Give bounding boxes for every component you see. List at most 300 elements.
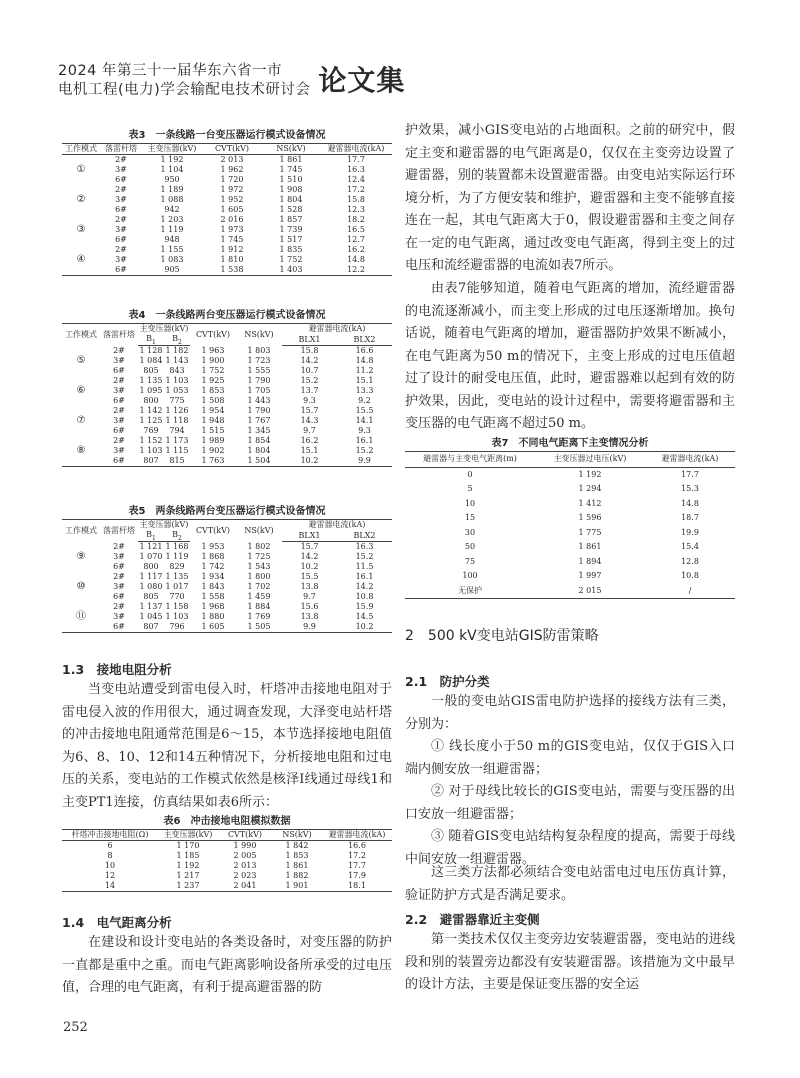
table-cell: 1 459 xyxy=(247,592,271,601)
table-cell: 12.3 xyxy=(347,205,365,214)
table-cell: 6# xyxy=(115,175,127,184)
table-cell: 1 725 xyxy=(247,552,271,561)
table-cell: 17.2 xyxy=(348,851,366,860)
table-cell: 1 555 xyxy=(247,366,271,375)
table-cell: 15.9 xyxy=(355,602,374,611)
header-line2: 电机工程(电力)学会输配电技术研讨会 xyxy=(58,82,311,98)
table-cell: 1 804 xyxy=(279,195,303,204)
table-cell: 1 515 xyxy=(201,426,225,435)
table-cell: 1 702 xyxy=(247,582,271,591)
table-cell: 8 xyxy=(107,851,113,860)
table-cell: 1 103 xyxy=(165,376,189,385)
table-cell: 1 948 xyxy=(201,416,225,425)
table-cell: 805 xyxy=(143,366,159,375)
table-cell: 1 742 xyxy=(201,562,225,571)
table-cell: 14.2 xyxy=(300,356,319,365)
table3-header: NS(kV) xyxy=(262,144,320,155)
table-cell: 1 143 xyxy=(165,356,189,365)
table-row xyxy=(62,582,392,592)
table-cell: 1 925 xyxy=(201,376,225,385)
table5-header-b1: $B_1$ xyxy=(138,530,164,542)
table-cell: 12 xyxy=(104,871,116,880)
table-row xyxy=(62,562,392,572)
table-cell: 100 xyxy=(462,571,478,580)
table-row xyxy=(62,416,392,426)
table4-header: BLX1 xyxy=(282,334,337,346)
table-row xyxy=(62,346,392,357)
table-cell: 1 504 xyxy=(247,456,271,465)
table-cell: 15.4 xyxy=(681,542,699,551)
table3-header: CVT(kV) xyxy=(202,144,262,155)
table-cell: 9.3 xyxy=(303,396,316,405)
table7-header: 主变压器过电压(kV) xyxy=(535,452,645,468)
table-cell: 1 861 xyxy=(285,861,309,870)
table-cell: 1 767 xyxy=(247,416,271,425)
table-cell: 769 xyxy=(143,426,159,435)
table-row xyxy=(405,526,735,541)
header-text xyxy=(58,62,310,100)
table-cell: 16.6 xyxy=(355,346,374,355)
table-cell: 1 800 xyxy=(247,572,271,581)
table7-header: 避雷器电流(kA) xyxy=(645,452,735,468)
table-cell: 16.6 xyxy=(348,841,366,850)
table-cell: 1 508 xyxy=(201,396,225,405)
table-cell: 1 403 xyxy=(279,265,303,274)
table-row xyxy=(405,497,735,512)
table-cell: 1 103 xyxy=(165,612,189,621)
table-row xyxy=(62,602,392,612)
table-cell: 3# xyxy=(113,416,125,425)
table3-body xyxy=(62,155,392,276)
table6-header: NS(kV) xyxy=(272,830,322,841)
table-row xyxy=(62,245,392,255)
table-cell: 18.1 xyxy=(348,881,366,890)
table5-header: 主变压器(kV) xyxy=(139,520,189,529)
table-cell: 1 135 xyxy=(139,376,163,385)
table-cell: 1 952 xyxy=(220,195,244,204)
table-cell: 1 192 xyxy=(176,861,200,870)
table-cell: 1 017 xyxy=(165,582,189,591)
table-cell: 1 125 xyxy=(139,416,163,425)
table-cell: 815 xyxy=(169,456,185,465)
table-cell: 13.7 xyxy=(300,386,319,395)
table3-caption: 表3 一条线路一台变压器运行模式设备情况 xyxy=(128,130,326,141)
table-row xyxy=(62,426,392,436)
table-cell: 1 170 xyxy=(176,841,200,850)
table-cell: 770 xyxy=(169,592,185,601)
table-cell: 1 053 xyxy=(165,386,189,395)
table-cell: 1 752 xyxy=(201,366,225,375)
table-cell: 16.5 xyxy=(347,225,365,234)
table-cell: 2 005 xyxy=(233,851,257,860)
table-cell: 1 962 xyxy=(220,165,244,174)
mode-cell: ⑤ xyxy=(76,354,86,366)
table-cell: 2# xyxy=(113,345,125,355)
table-cell: 1 912 xyxy=(220,245,244,254)
right-paragraph-4: 这三类方法都必须结合变电站雷电过电压仿真计算，验证防护方式是否满足要求。 xyxy=(405,865,735,903)
table-cell: 1 900 xyxy=(201,356,225,365)
table5-header: CVT(kV) xyxy=(195,525,231,535)
table-cell: 1 189 xyxy=(160,185,184,194)
table-cell: 794 xyxy=(169,426,185,435)
table-cell: 1 901 xyxy=(285,881,309,890)
table-cell: 1 045 xyxy=(139,612,163,621)
table-cell: 1 543 xyxy=(247,562,271,571)
right-paragraph-1: 护效果，减小GIS变电站的占地面积。之前的研究中，假定主变和避雷器的电气距离是0，仅仅在主变旁边设置了避雷器，别的装置都未设置避雷器。由变电站实际运行环境分析，为了方便安装和维护，避雷器和主变不能够直接连在一起，其电气距离大于0，假设避雷器和主变之间存在一定的电气距离，通过改变电气距离，得到主变上的过电压和流经避雷器的电流如表7所示。 xyxy=(405,123,735,273)
table-cell: 15.6 xyxy=(300,602,319,611)
table-cell: 1 294 xyxy=(578,484,602,493)
table-row xyxy=(62,376,392,386)
table-cell: 10.2 xyxy=(300,456,319,465)
table-cell: 2# xyxy=(113,406,125,415)
table-cell: 16.3 xyxy=(355,542,374,551)
table-cell: 1 182 xyxy=(165,346,189,355)
table-cell: 800 xyxy=(143,562,159,571)
table7-header: 避雷器与主变电气距离(m) xyxy=(405,452,535,468)
table-cell: 1 835 xyxy=(279,245,303,254)
table-cell: 829 xyxy=(169,562,185,571)
mode-cell: ② xyxy=(76,194,86,205)
table4-header: BLX2 xyxy=(337,334,392,346)
table-cell: 3# xyxy=(113,446,125,455)
table5-header: 避雷器电流(kA) xyxy=(308,520,366,529)
table-cell: 6# xyxy=(115,265,127,274)
table6-header: 避雷器电流(kA) xyxy=(322,830,392,841)
table-cell: 2 023 xyxy=(233,871,257,880)
table4-header: 主变压器(kV) xyxy=(139,324,189,333)
table4-body xyxy=(62,346,392,467)
section-2-2-heading: 2.2 避雷器靠近主变侧 xyxy=(405,912,540,927)
list-item-3: ③ 随着GIS变电站结构复杂程度的提高，需要于母线中间安放一组避雷器。 xyxy=(405,829,735,867)
table-cell: 843 xyxy=(169,366,185,375)
table-cell: 2# xyxy=(115,185,127,194)
table-row xyxy=(62,542,392,553)
table-cell: 9.3 xyxy=(358,426,371,435)
table-cell: 1 968 xyxy=(201,602,225,611)
table-cell: 948 xyxy=(164,235,180,244)
table-cell: 2# xyxy=(113,541,125,551)
table3-header: 落雷杆塔 xyxy=(100,144,142,155)
table-cell: 10.7 xyxy=(300,366,319,375)
table-row xyxy=(62,165,392,175)
table5-header: 落雷杆塔 xyxy=(103,525,135,535)
table5-header: BLX2 xyxy=(337,530,392,542)
table-cell: 75 xyxy=(464,556,476,566)
table-cell: 9.2 xyxy=(358,396,371,405)
table-cell: 15.8 xyxy=(347,195,365,204)
table-row xyxy=(62,572,392,582)
table-row xyxy=(62,235,392,245)
table-cell: 15.2 xyxy=(355,446,374,455)
table-row xyxy=(405,569,735,584)
table-cell: 11.2 xyxy=(355,366,374,375)
table-cell: 3# xyxy=(115,225,127,234)
table-cell: 1 843 xyxy=(201,582,225,591)
table4-header: 落雷杆塔 xyxy=(103,329,135,339)
table-cell: 10.2 xyxy=(300,562,319,571)
table-cell: 17.9 xyxy=(348,871,366,880)
header-big-title: 论文集 xyxy=(318,64,406,97)
table-cell: 1 203 xyxy=(160,215,184,224)
table-row xyxy=(405,482,735,497)
table-cell: 1 861 xyxy=(578,542,602,551)
table-cell: 14.3 xyxy=(300,416,319,425)
table-cell: 10 xyxy=(464,498,476,508)
table-cell: 10.2 xyxy=(355,622,374,631)
table4-header: 避雷器电流(kA) xyxy=(308,324,366,333)
table-cell: 1 152 xyxy=(139,436,163,445)
table-cell: 9.9 xyxy=(358,456,371,465)
table-row xyxy=(62,552,392,562)
table-cell: 1 510 xyxy=(279,175,303,184)
table-row xyxy=(62,456,392,467)
table-cell: 3# xyxy=(113,552,125,561)
section-2-heading: 2 500 kV变电站GIS防雷策略 xyxy=(405,628,599,644)
table-cell: 6# xyxy=(115,205,127,214)
table-cell: 1 739 xyxy=(279,225,303,234)
table-cell: 1 857 xyxy=(279,215,303,224)
table-cell: 3# xyxy=(115,165,127,174)
table-cell: 16.1 xyxy=(355,572,374,581)
table-cell: 1 137 xyxy=(139,602,163,611)
section-2-1-heading: 2.1 防护分类 xyxy=(405,674,490,689)
section-1-4-paragraph: 在建设和设计变电站的各类设备时，对变压器的防护一直都是重中之重。而电气距离影响设备所承受的过电压值，合理的电气距离，有利于提高避雷器的防 xyxy=(62,935,392,995)
table6-caption: 表6 冲击接地电阻模拟数据 xyxy=(163,816,291,827)
table-cell: 6# xyxy=(113,396,125,405)
table-cell: 1 723 xyxy=(247,356,271,365)
table-cell: 1 117 xyxy=(139,572,163,581)
table-row xyxy=(62,851,392,861)
table-cell: 1 752 xyxy=(279,255,303,264)
table-cell: 1 802 xyxy=(247,541,271,551)
mode-cell: ⑥ xyxy=(76,385,86,396)
table-cell: 14.5 xyxy=(355,612,374,621)
table-cell: 1 121 xyxy=(139,542,163,551)
table-cell: 6# xyxy=(113,456,125,465)
mode-cell: ③ xyxy=(76,224,86,235)
table-row xyxy=(62,622,392,633)
table-cell: 3# xyxy=(113,386,125,395)
table-row xyxy=(62,871,392,881)
table-row xyxy=(405,584,735,599)
table-cell: 6# xyxy=(115,235,127,244)
table-cell: 1 505 xyxy=(247,622,271,631)
table-cell: 1 720 xyxy=(220,175,244,184)
table-cell: 775 xyxy=(169,396,185,405)
table4-header: 工作模式 xyxy=(65,329,97,339)
table-cell: 15.7 xyxy=(300,542,319,551)
table7-body xyxy=(405,467,735,599)
right-paragraph-3: 一般的变电站GIS雷电防护选择的接线方法有三类，分别为： xyxy=(405,694,735,732)
table-cell: 16.3 xyxy=(347,165,365,174)
table6-header: 杆塔冲击接地电阻(Ω) xyxy=(62,830,158,841)
table-cell: 13.8 xyxy=(300,582,319,591)
table-cell: 3# xyxy=(113,582,125,591)
table5-header-b2: $B_2$ xyxy=(164,530,190,542)
table-cell: 1 155 xyxy=(160,245,184,254)
table-cell: 无保护 xyxy=(458,585,482,595)
table-cell: 1 868 xyxy=(201,552,225,561)
table-cell: 1 119 xyxy=(160,225,184,234)
table6-header: CVT(kV) xyxy=(218,830,272,841)
table-cell: 1 908 xyxy=(279,185,303,194)
table3-header: 避雷器电流(kA) xyxy=(320,144,392,155)
table-cell: 1 790 xyxy=(247,376,271,385)
table-cell: 2 013 xyxy=(220,155,244,164)
table-cell: 1 119 xyxy=(165,552,189,561)
table-row xyxy=(62,446,392,456)
table-cell: 1 997 xyxy=(578,571,602,580)
table-cell: 1 126 xyxy=(165,406,189,415)
table6 xyxy=(62,829,392,892)
table-cell: 3# xyxy=(113,612,125,621)
table-cell: 2 013 xyxy=(233,861,257,870)
mode-cell: ⑦ xyxy=(76,415,86,426)
table-cell: 1 217 xyxy=(176,871,200,880)
table-cell: 10.8 xyxy=(355,592,374,601)
table-cell: 17.2 xyxy=(347,185,365,194)
table-cell: 800 xyxy=(143,396,159,405)
table-row xyxy=(62,205,392,215)
table-cell: 1 963 xyxy=(201,345,225,355)
table-cell: 1 135 xyxy=(165,572,189,581)
table-row xyxy=(62,436,392,446)
table-cell: 15.8 xyxy=(300,346,319,355)
table-cell: 16.1 xyxy=(355,436,374,445)
table-row xyxy=(62,396,392,406)
table3 xyxy=(62,143,392,276)
table-row xyxy=(62,255,392,265)
table-cell: 2# xyxy=(113,436,125,445)
table-cell: 1 972 xyxy=(220,185,244,194)
table-cell: 13.3 xyxy=(355,386,374,395)
table-cell: 15.1 xyxy=(355,376,374,385)
table-cell: 1 538 xyxy=(220,265,244,274)
table-cell: 50 xyxy=(464,542,476,551)
table-cell: 6# xyxy=(113,366,125,375)
table-row xyxy=(62,841,392,852)
header-line1: 2024 年第三十一届华东六省一市 xyxy=(58,63,283,79)
table-cell: 14.8 xyxy=(347,255,365,264)
table-cell: 1 080 xyxy=(139,582,163,591)
table-cell: 905 xyxy=(164,265,180,274)
list-item-1: ① 线长度小于50 m的GIS变电站，仅仅于GIS入口端内侧安放一组避雷器； xyxy=(405,739,735,777)
table-cell: 16.2 xyxy=(300,436,319,445)
table-cell: 1 605 xyxy=(201,622,225,631)
table-cell: 2 041 xyxy=(233,881,257,890)
table-cell: 1 345 xyxy=(247,426,271,435)
table5-caption: 表5 两条线路两台变压器运行模式设备情况 xyxy=(128,506,326,517)
table-cell: 14.8 xyxy=(355,356,374,365)
table-row xyxy=(405,467,735,482)
section-1-3-heading: 1.3 接地电阻分析 xyxy=(62,662,172,677)
table-cell: 1 192 xyxy=(578,469,602,479)
table-cell: 1 954 xyxy=(201,406,225,415)
table-cell: 2# xyxy=(113,376,125,385)
table-cell: 796 xyxy=(169,622,185,631)
table-cell: 2# xyxy=(113,602,125,611)
table5-header: NS(kV) xyxy=(244,525,274,535)
page-number: 252 xyxy=(63,1020,88,1035)
table-cell: 1 596 xyxy=(578,513,602,522)
table3-header: 工作模式 xyxy=(62,144,100,155)
table-cell: 1 083 xyxy=(160,255,184,264)
table-cell: 1 973 xyxy=(220,225,244,234)
table-cell: 12.7 xyxy=(347,235,365,244)
table-row xyxy=(62,195,392,205)
table5-header: 工作模式 xyxy=(65,525,97,535)
right-paragraph-5: 第一类技术仅仅主变旁边安装避雷器，变电站的进线段和别的装置旁边都没有安装避雷器。该措施为文中最早的设计方法，主要是保证变压器的安全运 xyxy=(405,932,735,992)
table-cell: 17.7 xyxy=(347,155,365,164)
table-row xyxy=(62,366,392,376)
table-row xyxy=(62,225,392,235)
table-cell: 1 953 xyxy=(201,541,225,551)
table4-caption: 表4 一条线路两台变压器运行模式设备情况 xyxy=(128,310,326,321)
table-cell: 1 894 xyxy=(578,556,602,566)
table-cell: 1 142 xyxy=(139,406,163,415)
right-paragraph-2: 由表7能够知道，随着电气距离的增加，流经避雷器的电流逐渐减小，而主变上形成的过电压逐渐增加。换句话说，随着电气距离的增加，避雷器防护效果不断减小，在电气距离为50 m的情况下，主变上形成的过电压值超过了设计的耐受电压值，此时，避雷器难以起到有效的防护效果，因此，变电站的设计过程中，需要将避雷器和主变压器的电气距离不超过50 m。 xyxy=(405,281,735,431)
section-1-3-paragraph: 当变电站遭受到雷电侵入时，杆塔冲击接地电阻对于雷电侵入波的作用很大，通过调查发现，大泽变电站杆塔的冲击接地电阻通常范围是6～15，本节选择接地电阻值为6、8、10、12和14五种情况下，分析接地电阻和过电压的关系，变电站的工作模式依然是核泽Ⅰ线通过母线1和主变PT1连接，仿真结果如表6所示： xyxy=(62,682,392,810)
table-cell: 1 803 xyxy=(247,345,271,355)
table4-header-b2: $B_2$ xyxy=(164,334,190,346)
table-cell: 3# xyxy=(113,356,125,365)
table-row xyxy=(405,511,735,526)
table-cell: 17.7 xyxy=(681,469,699,479)
table-cell: 1 104 xyxy=(160,165,184,174)
table-cell: 6# xyxy=(113,622,125,631)
mode-cell: ⑧ xyxy=(76,445,86,456)
table-cell: 9.7 xyxy=(303,592,316,601)
table4-header: NS(kV) xyxy=(244,329,274,339)
mode-cell: ⑩ xyxy=(76,581,86,592)
table-cell: 12.2 xyxy=(347,265,365,274)
table-row xyxy=(62,406,392,416)
table-row xyxy=(62,881,392,892)
table4-header: CVT(kV) xyxy=(195,329,231,339)
table-cell: 2# xyxy=(115,215,127,224)
section-1-4-heading: 1.4 电气距离分析 xyxy=(62,915,172,930)
table3-header: 主变压器(kV) xyxy=(142,144,202,155)
table-cell: 9.9 xyxy=(303,622,316,631)
table-cell: 1 861 xyxy=(279,155,303,164)
table5-header: BLX1 xyxy=(282,530,337,542)
table-cell: 15 xyxy=(464,513,476,522)
table-cell: 18.2 xyxy=(347,215,365,224)
table-row xyxy=(62,155,392,166)
table-cell: 15.5 xyxy=(355,406,374,415)
table-cell: 1 854 xyxy=(247,436,271,445)
table-cell: 1 745 xyxy=(220,235,244,244)
table7-caption: 表7 不同电气距离下主变情况分析 xyxy=(491,438,649,449)
table-cell: 3# xyxy=(115,195,127,204)
table-cell: 13.8 xyxy=(300,612,319,621)
table7 xyxy=(405,451,735,599)
table-cell: 1 168 xyxy=(165,542,189,551)
table-cell: 1 192 xyxy=(160,155,184,164)
table-cell: 1 745 xyxy=(279,165,303,174)
table-cell: 16.2 xyxy=(347,245,365,254)
table-row xyxy=(62,592,392,602)
table-cell: 805 xyxy=(143,592,159,601)
table-cell: 950 xyxy=(164,175,180,184)
table-cell: 14 xyxy=(104,881,116,890)
table-cell: 1 103 xyxy=(139,446,163,455)
table4 xyxy=(62,323,392,467)
table-cell: 1 790 xyxy=(247,406,271,415)
table-cell: 1 070 xyxy=(139,552,163,561)
list-item-2: ② 对于母线比较长的GIS变电站，需要与变压器的出口安放一组避雷器； xyxy=(405,784,735,822)
table-cell: 19.9 xyxy=(681,527,699,537)
